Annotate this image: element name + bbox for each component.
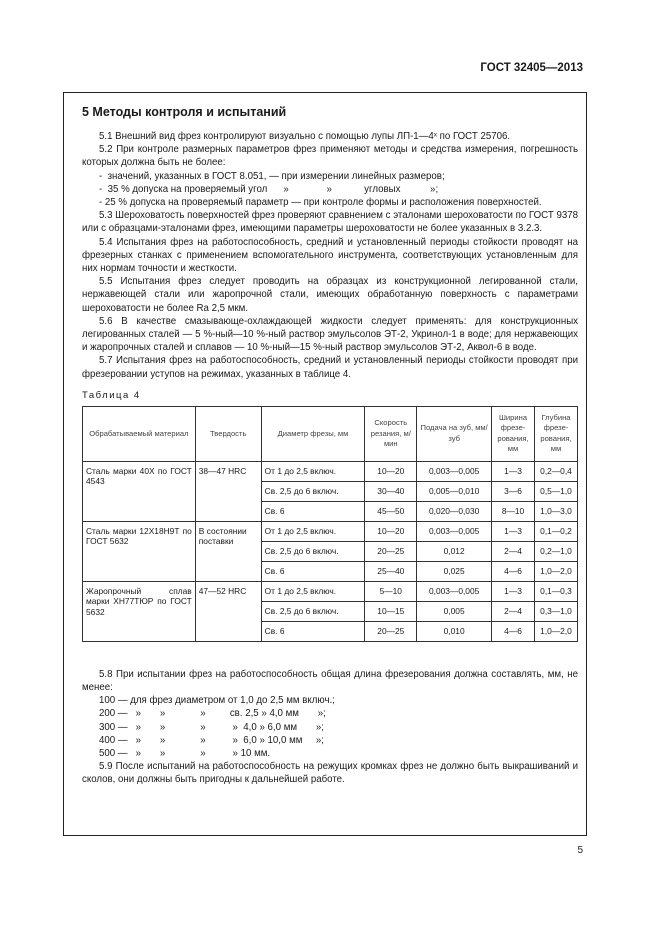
paragraph-5-2: 5.2 При контроле размерных параметров фрез применяют методы и средства измерения, погрешность которых должна быть не более: (82, 144, 578, 169)
speed-cell: 10—20 (365, 461, 417, 481)
diameter-cell: Св. 6 (261, 501, 365, 521)
diameter-cell: От 1 до 2,5 включ. (261, 521, 365, 541)
speed-cell: 5—10 (365, 581, 417, 601)
width-cell: 4—6 (492, 561, 535, 581)
material-cell: Сталь марки 12Х18Н9Т по ГОСТ 5632 (83, 521, 196, 581)
column-header: Глубина фрезе-рования, мм (534, 406, 577, 461)
length-item: 400 — » » » » 6,0 » 10,0 мм »; (99, 734, 324, 746)
paragraph-5-6: 5.6 В качестве смазывающе-охлаждающей жидкости следует применять: для конструкционных легированных сталей — 5 %-ный—10 %-ный раствор эмульсолов ЭТ-2, Укринол-1 в воде; для нержавеющих и жаропрочных сталей и сплавов — 10 %-ный—15 %-ный раствор эмульсолов ЭТ-2, Аквол-6 в воде. (82, 315, 578, 354)
depth-cell: 0,1—0,3 (534, 581, 577, 601)
table-row (83, 461, 578, 481)
document-header: ГОСТ 32405—2013 (480, 62, 583, 74)
column-header: Обрабатываемый материал (83, 406, 196, 461)
speed-cell: 25—40 (365, 561, 417, 581)
width-cell: 4—6 (492, 621, 535, 641)
test-modes-table (82, 406, 578, 642)
paragraph-5-4: 5.4 Испытания фрез на работоспособность, средний и установленный периоды стойкости проводят на фрезерных станках с применением вспомогательного инструмента, соответствующих установленным для них нормам точности и жесткости. (82, 236, 578, 275)
depth-cell: 0,1—0,2 (534, 521, 577, 541)
depth-cell: 0,2—1,0 (534, 541, 577, 561)
feed-cell: 0,003—0,005 (417, 461, 492, 481)
paragraph-5-7: 5.7 Испытания фрез на работоспособность, средний и установленный периоды стойкости проводят при фрезеровании уступов на режимах, указанных в таблице 4. (82, 355, 578, 380)
paragraph-5-5: 5.5 Испытания фрез следует проводить на образцах из конструкционной легированной стали, нержавеющей стали или жаропрочной стали, имеющих обработанную поверхность с параметрами шероховатости не более Ra 2,5 мкм. (82, 276, 578, 314)
feed-cell: 0,005—0,010 (417, 481, 492, 501)
hardness-cell: 47—52 HRC (195, 581, 261, 641)
width-cell: 1—3 (492, 521, 535, 541)
feed-cell: 0,025 (417, 561, 492, 581)
depth-cell: 1,0—3,0 (534, 501, 577, 521)
diameter-cell: От 1 до 2,5 включ. (261, 581, 365, 601)
material-cell: Жаропрочный сплав марки ХН77ТЮР по ГОСТ 5632 (83, 581, 196, 641)
depth-cell: 0,2—0,4 (534, 461, 577, 481)
length-item: 500 — » » » » 10 мм. (99, 748, 271, 760)
table-row (83, 581, 578, 601)
speed-cell: 20—25 (365, 621, 417, 641)
width-cell: 1—3 (492, 461, 535, 481)
feed-cell: 0,003—0,005 (417, 581, 492, 601)
paragraph-5-9: 5.9 После испытаний на работоспособность на режущих кромках фрез не должно быть выкрашиваний и сколов, они должны быть пригодны к дальнейшей работе. (82, 761, 578, 786)
depth-cell: 0,3—1,0 (534, 601, 577, 621)
diameter-cell: Св. 2,5 до 6 включ. (261, 541, 365, 561)
column-header: Ширина фрезе-рования, мм (492, 406, 535, 461)
column-header: Скорость резания, м/мин (365, 406, 417, 461)
page-number: 5 (577, 845, 583, 856)
table-header-row (83, 406, 578, 461)
table-caption: Таблица 4 (82, 389, 141, 401)
speed-cell: 30—40 (365, 481, 417, 501)
width-cell: 2—4 (492, 541, 535, 561)
width-cell: 1—3 (492, 581, 535, 601)
width-cell: 8—10 (492, 501, 535, 521)
depth-cell: 1,0—2,0 (534, 561, 577, 581)
list-item: - значений, указанных в ГОСТ 8.051, — при измерении линейных размеров; (99, 170, 445, 182)
speed-cell: 45—50 (365, 501, 417, 521)
width-cell: 2—4 (492, 601, 535, 621)
speed-cell: 10—20 (365, 521, 417, 541)
depth-cell: 1,0—2,0 (534, 621, 577, 641)
width-cell: 3—6 (492, 481, 535, 501)
diameter-cell: Св. 2,5 до 6 включ. (261, 481, 365, 501)
table-row (83, 521, 578, 541)
section-title: 5 Методы контроля и испытаний (82, 105, 287, 119)
depth-cell: 0,5—1,0 (534, 481, 577, 501)
speed-cell: 20—25 (365, 541, 417, 561)
column-header: Подача на зуб, мм/зуб (417, 406, 492, 461)
material-cell: Сталь марки 40Х по ГОСТ 4543 (83, 461, 196, 521)
paragraph-5-8: 5.8 При испытании фрез на работоспособность общая длина фрезерования должна составлять, мм, не менее: (82, 668, 578, 694)
feed-cell: 0,003—0,005 (417, 521, 492, 541)
feed-cell: 0,010 (417, 621, 492, 641)
feed-cell: 0,012 (417, 541, 492, 561)
list-item: - 25 % допуска на проверяемый параметр — при контроле формы и расположения поверхностей. (99, 197, 542, 209)
column-header: Твердость (195, 406, 261, 461)
feed-cell: 0,005 (417, 601, 492, 621)
length-item: 100 — для фрез диаметром от 1,0 до 2,5 мм включ.; (99, 695, 335, 707)
diameter-cell: Св. 6 (261, 621, 365, 641)
hardness-cell: В состоянии поставки (195, 521, 261, 581)
paragraph-5-1: 5.1 Внешний вид фрез контролируют визуально с помощью лупы ЛП-1—4ˣ по ГОСТ 25706. (99, 131, 511, 142)
page-content (82, 104, 578, 787)
length-item: 200 — » » » св. 2,5 » 4,0 мм »; (99, 708, 326, 720)
diameter-cell: Св. 6 (261, 561, 365, 581)
speed-cell: 10—15 (365, 601, 417, 621)
feed-cell: 0,020—0,030 (417, 501, 492, 521)
diameter-cell: Св. 2,5 до 6 включ. (261, 601, 365, 621)
list-item: - 35 % допуска на проверяемый угол » » угловых »; (99, 183, 439, 195)
length-item: 300 — » » » » 4,0 » 6,0 мм »; (99, 721, 324, 733)
column-header: Диаметр фрезы, мм (261, 406, 365, 461)
paragraph-5-3: 5.3 Шероховатость поверхностей фрез проверяют сравнением с эталонами шероховатости по ГОСТ 9378 или с образцами-эталонами фрез, имеющими параметры шероховатости не более указанных в 3.2.3. (82, 210, 578, 235)
hardness-cell: 38—47 HRC (195, 461, 261, 521)
diameter-cell: От 1 до 2,5 включ. (261, 461, 365, 481)
